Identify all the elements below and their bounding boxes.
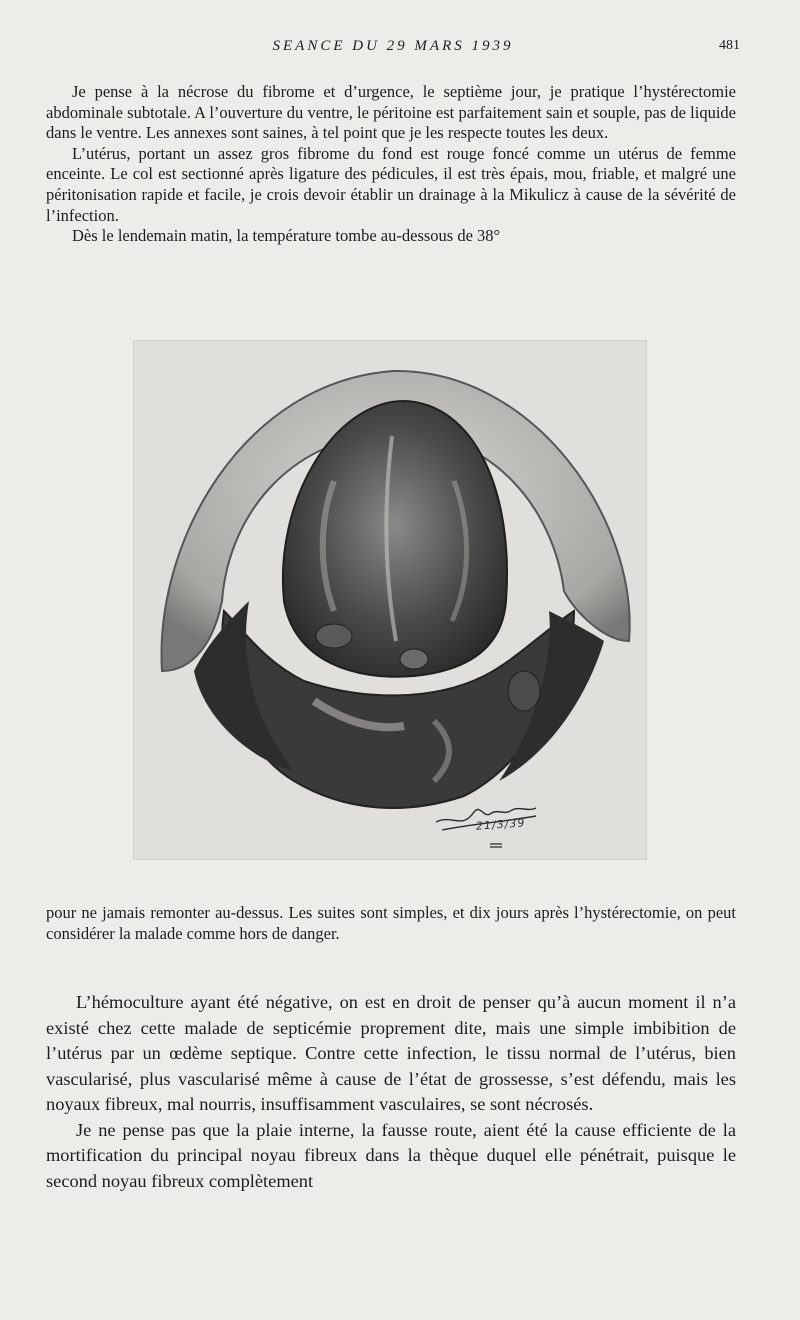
running-title: SEANCE DU 29 MARS 1939	[272, 38, 514, 54]
page-header	[46, 38, 740, 58]
uterus-drawing	[134, 341, 646, 859]
nodule-right	[400, 649, 428, 669]
paragraph: Je pense à la nécrose du fibrome et d’urgence, le septième jour, je pratique l’hystérectomie abdominale subtotale. A l’ouverture du ventre, le péritoine est parfaitement sain et souple, pas de liquide dans le ventre. Les annexes sont saines, à tel point que je les respecte toutes les deux.	[46, 82, 736, 143]
paragraph: L’utérus, portant un assez gros fibrome du fond est rouge foncé comme un utérus de femme enceinte. Le col est sectionné après ligature des pédicules, il est très épais, mou, friable, et malgré une péritonisation rapide et facile, je crois devoir établir un drainage à la Mikulicz à cause de la sévérité de l’infection.	[46, 143, 736, 225]
paragraph: L’hémoculture ayant été négative, on est en droit de penser qu’à aucun moment il n’a existé chez cette malade de septicémie proprement dite, mais une simple imbibition de l’utérus par un œdème septique. Contre cette infection, le tissu normal de l’utérus, bien vascularisé, plus vascularisé même à cause de l’état de grossesse, s’est défendu, mais les noyaux fibreux, mal nourris, insuffisamment vasculaires, se sont nécrosés.	[46, 992, 736, 1114]
paragraph: pour ne jamais remonter au-dessus. Les suites sont simples, et dix jours après l’hystérectomie, on peut considérer la malade comme hors de danger.	[46, 903, 736, 943]
page-number: 481	[719, 38, 740, 53]
signature-date: 21/3/39	[475, 816, 526, 833]
text-block-middle	[46, 903, 736, 944]
ovary-left	[316, 624, 352, 648]
paragraph: Je ne pense pas que la plaie interne, la fausse route, aient été la cause efficiente de la mortification du principal noyau fibreux dans la thèque duquel elle pénétrait, puisque le second noyau fibreux complètement	[46, 1119, 736, 1191]
anatomical-illustration	[133, 340, 647, 860]
paragraph: Dès le lendemain matin, la température tombe au-dessous de 38°	[72, 226, 501, 246]
text-block-bottom	[46, 990, 736, 1194]
ovary-right	[508, 671, 540, 711]
text-block-top	[46, 82, 736, 247]
